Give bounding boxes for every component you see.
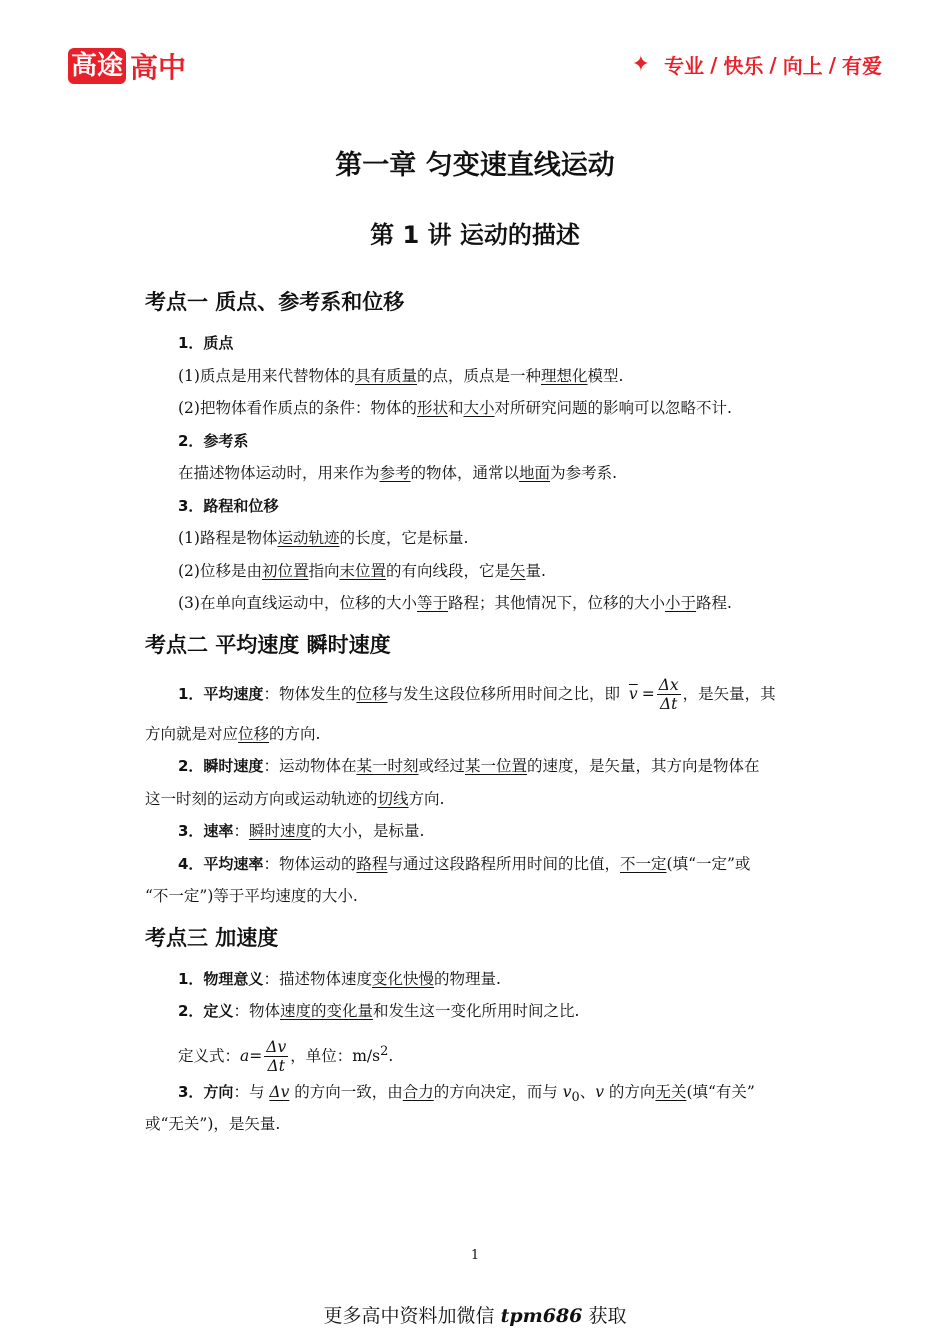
fraction-denominator: Δt xyxy=(659,695,678,713)
answer-blank: 理想化 xyxy=(541,366,588,385)
section-heading: 考点三 加速度 xyxy=(145,925,279,950)
slogan-separator: / xyxy=(828,52,836,77)
lesson-title: 第 1 讲 运动的描述 xyxy=(370,221,580,249)
text: (1)质点是用来代替物体的 xyxy=(178,366,355,385)
text: 模型. xyxy=(587,366,624,385)
answer-blank: 运动轨迹 xyxy=(277,529,340,547)
item-label: 2．瞬时速度 xyxy=(178,757,264,775)
text: 定义式： xyxy=(178,1046,241,1065)
page-number: 1 xyxy=(470,1248,480,1263)
answer-blank: 小于 xyxy=(665,594,697,612)
footer-text: 更多高中资料加微信 xyxy=(323,1305,501,1327)
math-symbol: = xyxy=(641,684,655,703)
item-label: 1．平均速度 xyxy=(178,684,264,703)
slogan-word: 有爱 xyxy=(842,54,882,78)
text: 的方向. xyxy=(269,724,321,743)
text: 或经过 xyxy=(418,757,465,775)
text: ：物体运动的 xyxy=(263,854,357,873)
text: ：运动物体在 xyxy=(263,757,357,775)
paragraph xyxy=(145,587,810,620)
text: ：物体 xyxy=(233,1002,280,1020)
answer-blank: 等于 xyxy=(416,594,448,612)
logo-text: 高中 xyxy=(130,51,187,84)
slogan xyxy=(632,50,882,79)
answer-blank: 初位置 xyxy=(261,561,309,580)
text: (3)在单向直线运动中，位移的大小 xyxy=(178,594,417,612)
item-label: 3．方向 xyxy=(178,1082,234,1101)
text: 、 xyxy=(579,1082,596,1101)
math-symbol: v xyxy=(562,1082,572,1101)
text: 的方向决定，而与 xyxy=(433,1082,563,1101)
slogan-word: 快乐 xyxy=(723,54,764,78)
superscript: 2 xyxy=(380,1043,389,1059)
answer-blank: 合力 xyxy=(402,1082,434,1101)
footer-text: 获取 xyxy=(582,1305,627,1327)
fraction-numerator: Δx xyxy=(658,676,679,694)
answer-blank: 某一位置 xyxy=(465,757,528,775)
math-symbol: a xyxy=(240,1046,250,1065)
text: 的方向一致，由 xyxy=(289,1082,403,1101)
paragraph xyxy=(145,1108,810,1141)
text: (填“有关” xyxy=(686,1082,755,1101)
text: 与通过这段路程所用时间的比值， xyxy=(387,854,620,873)
answer-blank: 某一时刻 xyxy=(356,757,419,775)
text: 指向 xyxy=(308,561,340,580)
answer-blank: 矢 xyxy=(510,561,526,580)
text: 的长度，它是标量. xyxy=(339,529,469,547)
answer-blank: 位移 xyxy=(356,684,388,703)
paragraph xyxy=(145,995,810,1028)
text: ： xyxy=(233,822,249,840)
answer-blank: 大小 xyxy=(463,399,495,417)
section-heading: 考点一 质点、参考系和位移 xyxy=(145,290,405,314)
slogan-word: 向上 xyxy=(782,54,823,78)
fraction xyxy=(264,1038,288,1075)
paragraph xyxy=(145,670,810,718)
item-label: 2．参考系 xyxy=(178,431,249,450)
text: 和发生这一变化所用时间之比. xyxy=(372,1002,580,1020)
slogan-word: 专业 xyxy=(664,54,705,78)
item-label: 4．平均速率 xyxy=(178,854,264,873)
item-label: 3．路程和位移 xyxy=(178,496,279,515)
paragraph xyxy=(145,1076,810,1109)
fraction-numerator: Δv xyxy=(266,1038,287,1057)
fraction-denominator: Δt xyxy=(267,1057,285,1076)
item-label: 1．质点 xyxy=(178,334,234,352)
math-symbol: = xyxy=(249,1046,263,1065)
page-header xyxy=(68,44,882,84)
answer-blank: 变化快慢 xyxy=(371,969,434,988)
paragraph xyxy=(145,360,810,393)
wechat-id: tpm686 xyxy=(500,1305,583,1327)
paragraph xyxy=(145,392,810,425)
text: 方向. xyxy=(408,789,445,808)
answer-blank: 切线 xyxy=(377,789,409,808)
fraction xyxy=(657,676,681,713)
paragraph xyxy=(145,457,810,490)
paragraph xyxy=(145,718,810,751)
text: 量. xyxy=(525,561,546,580)
paragraph xyxy=(145,815,810,848)
formula-line xyxy=(145,1028,810,1076)
math-symbol: $\overline{v}$ xyxy=(628,684,638,703)
text: 方向就是对应 xyxy=(145,724,239,743)
text: 对所研究问题的影响可以忽略不计. xyxy=(494,399,732,417)
text: 在描述物体运动时，用来作为 xyxy=(178,464,380,482)
answer-blank: 末位置 xyxy=(339,561,387,580)
logo-box: 高途 xyxy=(68,48,126,84)
text: ，单位：m/s xyxy=(290,1046,381,1065)
item-label: 1．物理意义 xyxy=(178,969,264,988)
text: (2)位移是由 xyxy=(178,561,262,580)
text: ：与 xyxy=(233,1082,270,1101)
answer-blank: 形状 xyxy=(416,399,448,417)
text: 的速度，是矢量，其方向是物体在 xyxy=(527,757,760,775)
text: 的方向 xyxy=(603,1082,656,1101)
text: (2)把物体看作质点的条件：物体的 xyxy=(178,399,417,417)
text: ：物体发生的 xyxy=(263,684,357,703)
answer-blank: 不一定 xyxy=(620,854,667,873)
footer-note xyxy=(0,1301,950,1328)
text: 的有向线段，它是 xyxy=(386,561,511,580)
text: 路程. xyxy=(696,594,732,612)
text: ，是矢量，其 xyxy=(682,684,776,703)
text: 和 xyxy=(447,399,464,417)
text: 为参考系. xyxy=(550,464,617,482)
text: (1)路程是物体 xyxy=(178,529,278,547)
answer-blank: 速度的变化量 xyxy=(279,1002,373,1020)
brand-logo xyxy=(68,46,186,86)
paragraph xyxy=(145,963,810,996)
paragraph xyxy=(145,750,810,783)
subscript: 0 xyxy=(571,1089,580,1105)
paragraph xyxy=(145,848,810,881)
text: “不一定”)等于平均速度的大小. xyxy=(145,887,358,905)
text: 的物体，通常以 xyxy=(410,464,520,482)
paragraph xyxy=(145,555,810,588)
slogan-separator: / xyxy=(769,52,777,77)
text: (填“一定”或 xyxy=(666,854,751,873)
text: . xyxy=(388,1046,394,1065)
document-body xyxy=(145,283,810,1141)
paragraph xyxy=(145,880,810,913)
text: 的点，质点是一种 xyxy=(416,366,541,385)
answer-blank: 参考 xyxy=(379,464,411,482)
text: 这一时刻的运动方向或运动轨迹的 xyxy=(145,789,378,808)
answer-blank: 地面 xyxy=(519,464,551,482)
text: 的物理量. xyxy=(433,969,501,988)
answer-blank: 瞬时速度 xyxy=(248,822,311,840)
section-heading: 考点二 平均速度 瞬时速度 xyxy=(145,632,391,657)
paragraph xyxy=(145,783,810,816)
answer-blank: Δv xyxy=(269,1082,290,1101)
answer-blank: 无关 xyxy=(655,1082,687,1101)
text: ：描述物体速度 xyxy=(263,969,372,988)
item-label: 3．速率 xyxy=(178,822,234,840)
text: 与发生这段位移所用时间之比，即 xyxy=(387,684,625,703)
paragraph xyxy=(145,522,810,555)
text: 的大小，是标量. xyxy=(310,822,425,840)
answer-blank: 路程 xyxy=(356,854,388,873)
text: 或“无关”)，是矢量. xyxy=(145,1115,281,1133)
text: 路程；其他情况下，位移的大小 xyxy=(447,594,665,612)
answer-blank: 具有质量 xyxy=(354,366,417,385)
chapter-title: 第一章 匀变速直线运动 xyxy=(335,150,615,181)
star-icon: ✦ xyxy=(631,52,651,77)
slogan-separator: / xyxy=(710,52,718,77)
math-symbol: v xyxy=(595,1082,604,1101)
item-label: 2．定义 xyxy=(178,1002,234,1020)
answer-blank: 位移 xyxy=(238,724,270,743)
